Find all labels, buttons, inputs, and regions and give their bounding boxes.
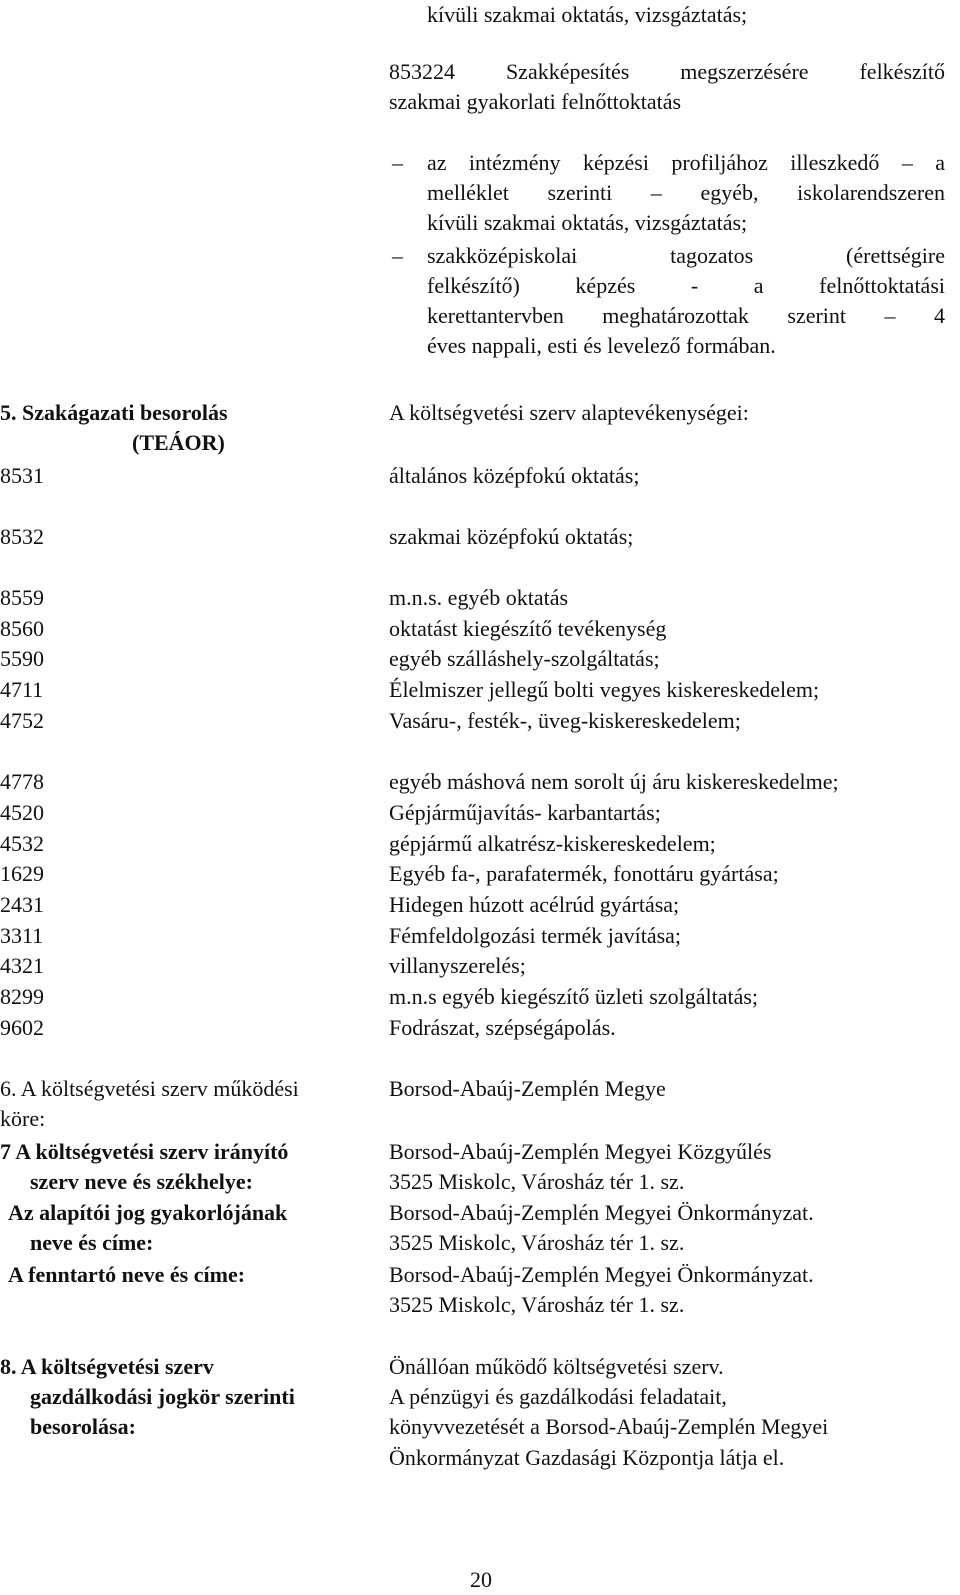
teaor-code: 4711 xyxy=(0,677,44,702)
teaor-code: 8559 xyxy=(0,585,44,610)
section6-value: Borsod-Abaúj-Zemplén Megye xyxy=(389,1076,666,1101)
section8-value-line2: A pénzügyi és gazdálkodási feladatait, xyxy=(389,1384,727,1409)
teaor-desc: m.n.s. egyéb oktatás xyxy=(389,585,569,610)
activity-853224-line1: 853224 Szakképesítés megszerzésére felkészítő xyxy=(389,59,945,84)
bullet-2-line1: szakközépiskolai tagozatos (érettségire xyxy=(427,243,945,268)
continuation-line: kívüli szakmai oktatás, vizsgáztatás; xyxy=(427,2,748,27)
teaor-desc: Gépjárműjavítás- karbantartás; xyxy=(389,800,661,825)
teaor-code: 2431 xyxy=(0,892,44,917)
maintainer-address: 3525 Miskolc, Városház tér 1. sz. xyxy=(389,1292,685,1317)
teaor-code: 1629 xyxy=(0,861,44,886)
teaor-desc: általános középfokú oktatás; xyxy=(389,463,640,488)
section5-heading-teaor: (TEÁOR) xyxy=(132,430,225,455)
teaor-code: 8560 xyxy=(0,616,44,641)
teaor-code: 4321 xyxy=(0,953,44,978)
bullet-2-line4: éves nappali, esti és levelező formában. xyxy=(427,333,776,358)
teaor-code: 8299 xyxy=(0,984,44,1009)
teaor-desc: Élelmiszer jellegű bolti vegyes kiskereskedelem; xyxy=(389,677,820,702)
section7-address: 3525 Miskolc, Városház tér 1. sz. xyxy=(389,1169,685,1194)
teaor-code: 4752 xyxy=(0,708,44,733)
teaor-desc: oktatást kiegészítő tevékenység xyxy=(389,616,667,641)
teaor-desc: Fodrászat, szépségápolás. xyxy=(389,1015,616,1040)
section6-label: 6. A költségvetési szerv működési xyxy=(0,1076,299,1101)
section8-value-line4: Önkormányzat Gazdasági Központja látja el. xyxy=(389,1445,785,1470)
bullet-1 xyxy=(427,148,945,238)
bullet-1-line2: melléklet szerinti – egyéb, iskolarendszeren xyxy=(427,180,945,205)
bullet-dash-2: – xyxy=(392,243,403,268)
section7-value: Borsod-Abaúj-Zemplén Megyei Közgyűlés xyxy=(389,1139,772,1164)
teaor-desc: Egyéb fa-, parafatermék, fonottáru gyártása; xyxy=(389,861,779,886)
teaor-code: 5590 xyxy=(0,646,44,671)
section8-value: Önállóan működő költségvetési szerv. xyxy=(389,1354,724,1379)
activity-853224-line2: szakmai gyakorlati felnőttoktatás xyxy=(389,89,682,114)
maintainer-label: A fenntartó neve és címe: xyxy=(8,1262,246,1287)
founder-label-cont: neve és címe: xyxy=(30,1230,154,1255)
teaor-desc: m.n.s egyéb kiegészítő üzleti szolgáltatás; xyxy=(389,984,759,1009)
teaor-desc: gépjármű alkatrész-kiskereskedelem; xyxy=(389,831,716,856)
teaor-code: 9602 xyxy=(0,1015,44,1040)
teaor-desc: Vasáru-, festék-, üveg-kiskereskedelem; xyxy=(389,708,741,733)
section6-label-cont: köre: xyxy=(0,1106,46,1131)
page-number: 20 xyxy=(470,1567,492,1592)
teaor-desc: egyéb máshová nem sorolt új áru kiskereskedelme; xyxy=(389,769,839,794)
teaor-code: 4532 xyxy=(0,831,44,856)
teaor-desc: egyéb szálláshely-szolgáltatás; xyxy=(389,646,660,671)
bullet-dash-1: – xyxy=(392,150,403,175)
teaor-desc: szakmai középfokú oktatás; xyxy=(389,524,634,549)
section5-right-heading: A költségvetési szerv alaptevékenységei: xyxy=(389,400,749,425)
teaor-code: 3311 xyxy=(0,923,44,948)
founder-value: Borsod-Abaúj-Zemplén Megyei Önkormányzat. xyxy=(389,1200,814,1225)
founder-label: Az alapítói jog gyakorlójának xyxy=(8,1200,288,1225)
teaor-code: 8531 xyxy=(0,463,44,488)
section5-heading: 5. Szakágazati besorolás xyxy=(0,400,228,425)
teaor-desc: villanyszerelés; xyxy=(389,953,526,978)
maintainer-value: Borsod-Abaúj-Zemplén Megyei Önkormányzat. xyxy=(389,1262,814,1287)
founder-address: 3525 Miskolc, Városház tér 1. sz. xyxy=(389,1230,685,1255)
bullet-2-line3: kerettantervben meghatározottak szerint – 4 xyxy=(427,303,945,328)
teaor-code: 4520 xyxy=(0,800,44,825)
section7-label-cont: szerv neve és székhelye: xyxy=(30,1169,253,1194)
bullet-2 xyxy=(427,241,945,361)
teaor-code: 8532 xyxy=(0,524,44,549)
bullet-1-line3: kívüli szakmai oktatás, vizsgáztatás; xyxy=(427,210,748,235)
bullet-2-line2: felkészítő) képzés - a felnőttoktatási xyxy=(427,273,945,298)
bullet-1-line1: az intézmény képzési profiljához illeszkedő – a xyxy=(427,150,945,175)
teaor-desc: Hidegen húzott acélrúd gyártása; xyxy=(389,892,680,917)
section8-label: 8. A költségvetési szerv xyxy=(0,1354,214,1379)
section8-value-line3: könyvvezetését a Borsod-Abaúj-Zemplén Megyei xyxy=(389,1414,829,1439)
teaor-desc: Fémfeldolgozási termék javítása; xyxy=(389,923,682,948)
activity-853224 xyxy=(389,57,945,117)
section7-label: 7 A költségvetési szerv irányító xyxy=(0,1139,289,1164)
section8-label-cont: gazdálkodási jogkör szerinti xyxy=(30,1384,295,1409)
teaor-code: 4778 xyxy=(0,769,44,794)
section8-label-cont2: besorolása: xyxy=(30,1414,136,1439)
